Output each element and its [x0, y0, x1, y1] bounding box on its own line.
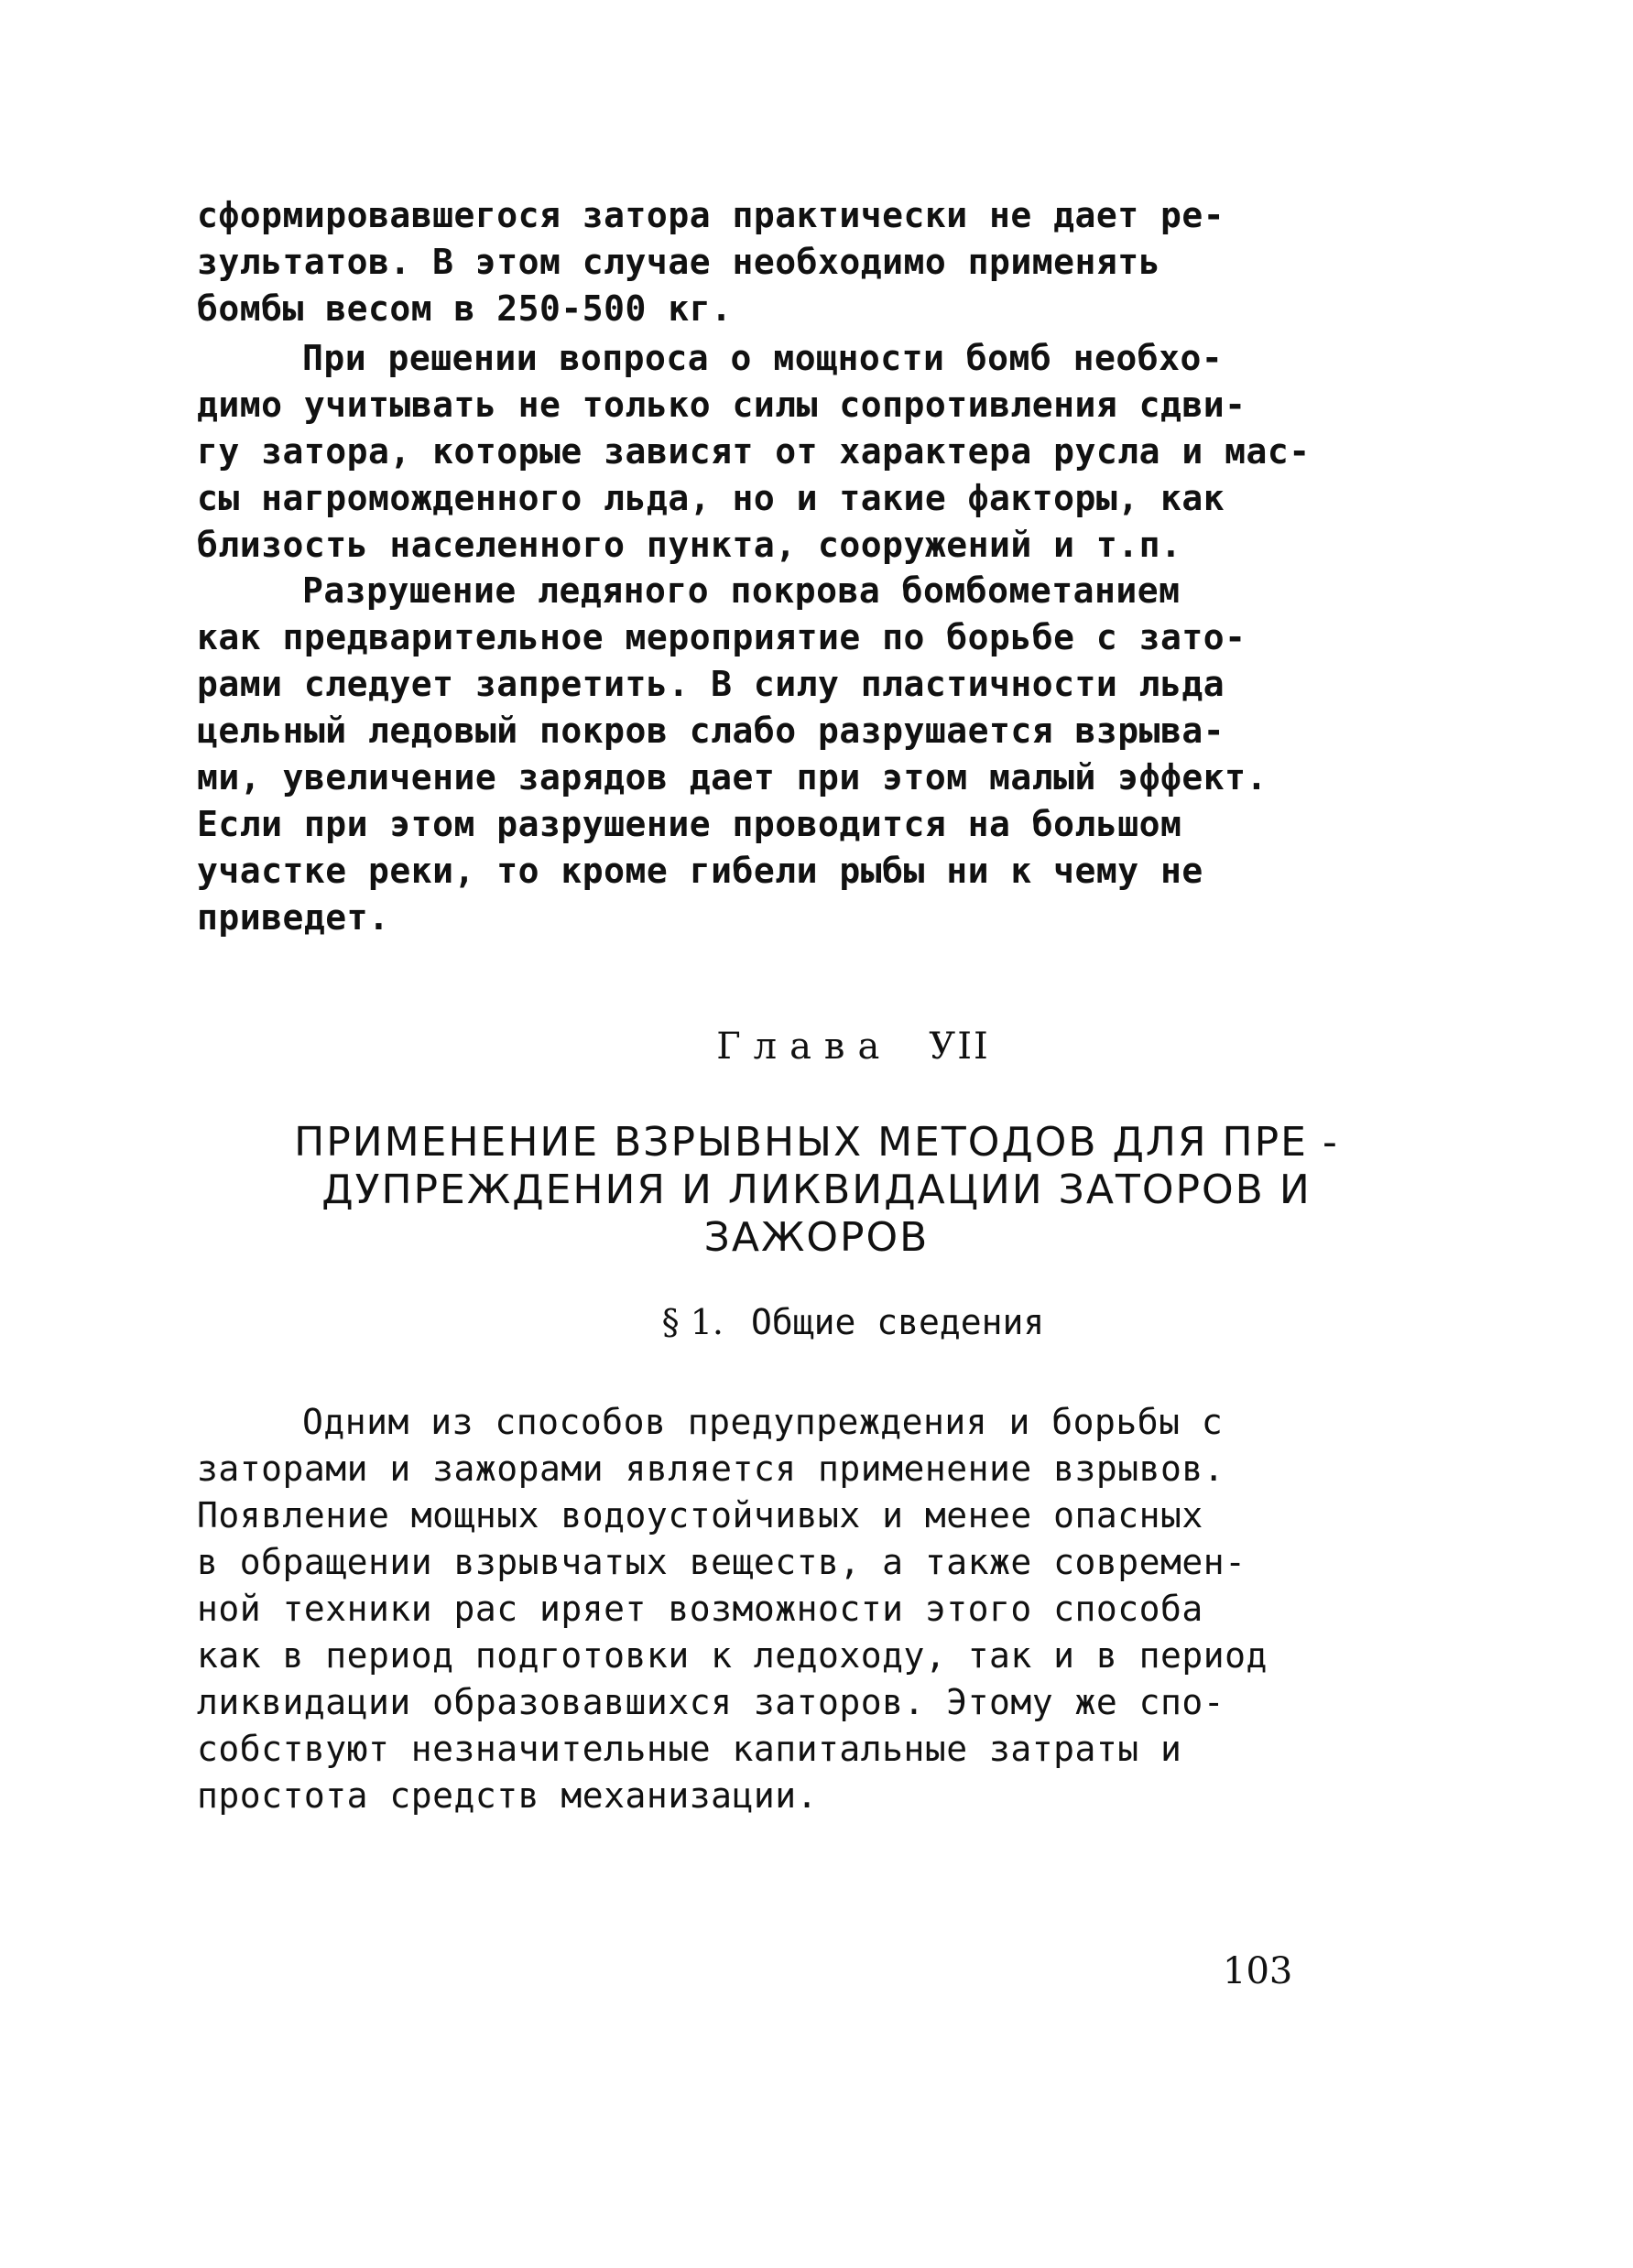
text-line: участке реки, то кроме гибели рыбы ни к чему не: [197, 851, 1203, 891]
text-line: рами следует запретить. В силу пластичности льда: [197, 664, 1225, 704]
section-heading: [0, 1302, 1633, 1342]
text-line: Если при этом разрушение проводится на большом: [197, 804, 1182, 844]
section-title: Общие сведения: [751, 1302, 1045, 1342]
chapter-number: УII: [929, 1025, 990, 1068]
text-line: сы нагроможденного льда, но и такие факторы, как: [197, 478, 1225, 518]
text-line: Появление мощных водоустойчивых и менее опасных: [197, 1495, 1203, 1536]
chapter-heading: [0, 1025, 1633, 1068]
text-line: Одним из способов предупреждения и борьбы с: [302, 1402, 1224, 1442]
text-line: Разрушение ледяного покрова бомбометанием: [302, 570, 1181, 611]
text-line: димо учитывать не только силы сопротивления сдви-: [197, 385, 1247, 425]
chapter-label: Глава: [716, 1025, 893, 1068]
text-line: ми, увеличение зарядов дает при этом малый эффект.: [197, 757, 1268, 798]
chapter-title: [0, 1119, 1633, 1262]
text-line: зультатов. В этом случае необходимо применять: [197, 242, 1161, 282]
text-line: ной техники рас иряет возможности этого способа: [197, 1589, 1203, 1629]
text-line: приведет.: [197, 897, 390, 938]
paragraph-3: [197, 568, 1369, 941]
paragraph-2: [197, 335, 1369, 569]
chapter-title-line: ЗАЖОРОВ: [703, 1214, 930, 1261]
text-line: собствуют незначительные капитальные затраты и: [197, 1729, 1182, 1769]
text-line: гу затора, которые зависят от характера русла и мас-: [197, 431, 1311, 472]
text-line: сформировавшегося затора практически не дает ре-: [197, 195, 1225, 235]
text-line: как предварительное мероприятие по борьбе с зато-: [197, 617, 1247, 657]
text-line: цельный ледовый покров слабо разрушается взрыва-: [197, 711, 1225, 751]
chapter-title-line: ДУПРЕЖДЕНИЯ И ЛИКВИДАЦИИ ЗАТОРОВ И: [321, 1167, 1312, 1213]
text-line: в обращении взрывчатых веществ, а также современ-: [197, 1542, 1247, 1582]
text-line: заторами и зажорами является применение взрывов.: [197, 1449, 1225, 1489]
text-line: бомбы весом в 250-500 кг.: [197, 288, 733, 329]
text-line: ликвидации образовавшихся заторов. Этому же спо-: [197, 1682, 1225, 1722]
section-number: § 1.: [661, 1302, 724, 1342]
text-line: близость населенного пункта, сооружений и т.п.: [197, 525, 1182, 565]
text-line: простота средств механизации.: [197, 1775, 818, 1816]
page-number: 103: [1223, 1950, 1293, 1992]
text-line: При решении вопроса о мощности бомб необхо-: [302, 338, 1224, 378]
paragraph-4: [197, 1399, 1369, 1819]
text-line: как в период подготовки к ледоходу, так и в период: [197, 1635, 1268, 1676]
paragraph-1: [197, 192, 1369, 332]
chapter-title-line: ПРИМЕНЕНИЕ ВЗРЫВНЫХ МЕТОДОВ ДЛЯ ПРЕ -: [294, 1119, 1339, 1166]
